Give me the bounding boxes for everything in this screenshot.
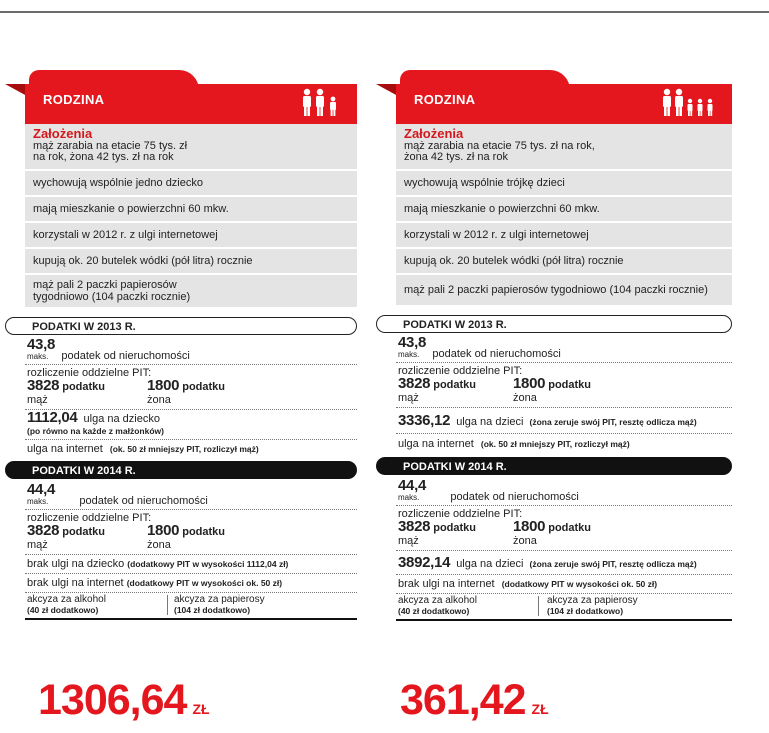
- taxes-2014-label: PODATKI W 2014 R.: [5, 461, 357, 479]
- assumption-row: kupują ok. 20 butelek wódki (pół litra) rocznie: [25, 249, 357, 275]
- family-title: RODZINA: [43, 92, 105, 107]
- family-left-column: [5, 68, 357, 620]
- assumption-row: mąż pali 2 paczki papierosów tygodniowo (104 paczki rocznie): [25, 275, 357, 309]
- total-right: 361,42 ZŁ: [400, 676, 549, 724]
- assumption-row: wychowują wspólnie trójkę dzieci: [396, 171, 732, 197]
- assumption-row: korzystali w 2012 r. z ulgi internetowej: [396, 223, 732, 249]
- family-header: [376, 68, 732, 124]
- assumption-row: mają mieszkanie o powierzchni 60 mkw.: [396, 197, 732, 223]
- assumptions-title: Założenia: [404, 126, 464, 141]
- family-adults-three-children-icon: [662, 88, 720, 118]
- taxes-2014-section: 44,4 maks. podatek od nieruchomości rozliczenie oddzielne PIT: 3828 podatku mąż 1800 podatku żona 3892,14 ulga na dzieci (żona zeruje swój PIT, resztę odlicza mąż) brak ulgi na internet (dodatkowy PIT w wysokości ok. 50 zł) akcyza za alkohol (40 zł dodatkowo) akcyza za papierosy (104 zł dodatkowo): [396, 475, 732, 621]
- taxes-2014-section: 44,4 maks. podatek od nieruchomości rozliczenie oddzielne PIT: 3828 podatku mąż 1800 podatku żona brak ulgi na dziecko (dodatkowy PIT w wysokości 1112,04 zł) brak ulgi na internet (dodatkowy PIT w wysokości ok. 50 zł) akcyza za alkohol (40 zł dodatkowo) akcyza za papierosy (104 zł dodatkowo): [25, 479, 357, 620]
- family-adults-one-child-icon: [301, 88, 345, 118]
- assumption-row: mają mieszkanie o powierzchni 60 mkw.: [25, 197, 357, 223]
- family-title: RODZINA: [414, 92, 476, 107]
- family-right-column: [376, 68, 732, 621]
- assumptions-box: Założenia mąż zarabia na etacie 75 tys. zł na rok, żona 42 tys. zł na rok: [25, 124, 357, 171]
- assumption-row: kupują ok. 20 butelek wódki (pół litra) rocznie: [396, 249, 732, 275]
- assumption-row: korzystali w 2012 r. z ulgi internetowej: [25, 223, 357, 249]
- assumption-row: wychowują wspólnie jedno dziecko: [25, 171, 357, 197]
- assumption-row: mąż pali 2 paczki papierosów tygodniowo (104 paczki rocznie): [396, 275, 732, 307]
- top-rule: [0, 11, 769, 13]
- family-header: [5, 68, 357, 124]
- assumptions-box: Założenia mąż zarabia na etacie 75 tys. zł na rok, żona 42 tys. zł na rok: [396, 124, 732, 171]
- total-left: 1306,64 ZŁ: [38, 676, 210, 724]
- assumptions-title: Założenia: [33, 126, 93, 141]
- taxes-2013-label: PODATKI W 2013 R.: [376, 315, 732, 333]
- taxes-2014-label: PODATKI W 2014 R.: [376, 457, 732, 475]
- taxes-2013-section: 43,8 maks. podatek od nieruchomości rozliczenie oddzielne PIT: 3828 podatku mąż 1800 podatku żona 3336,12 ulga na dzieci (żona zeruje swój PIT, resztę odlicza mąż) ulga na internet (ok. 50 zł mniejszy PIT, rozliczył mąż): [396, 333, 732, 453]
- taxes-2013-label: PODATKI W 2013 R.: [5, 317, 357, 335]
- taxes-2013-section: 43,8 maks. podatek od nieruchomości rozliczenie oddzielne PIT: 3828 podatku mąż 1800 podatku żona 1112,04 ulga na dziecko (po równo na każde z małżonków) ulga na internet (ok. 50 zł mniejszy PIT, rozliczył mąż): [25, 335, 357, 457]
